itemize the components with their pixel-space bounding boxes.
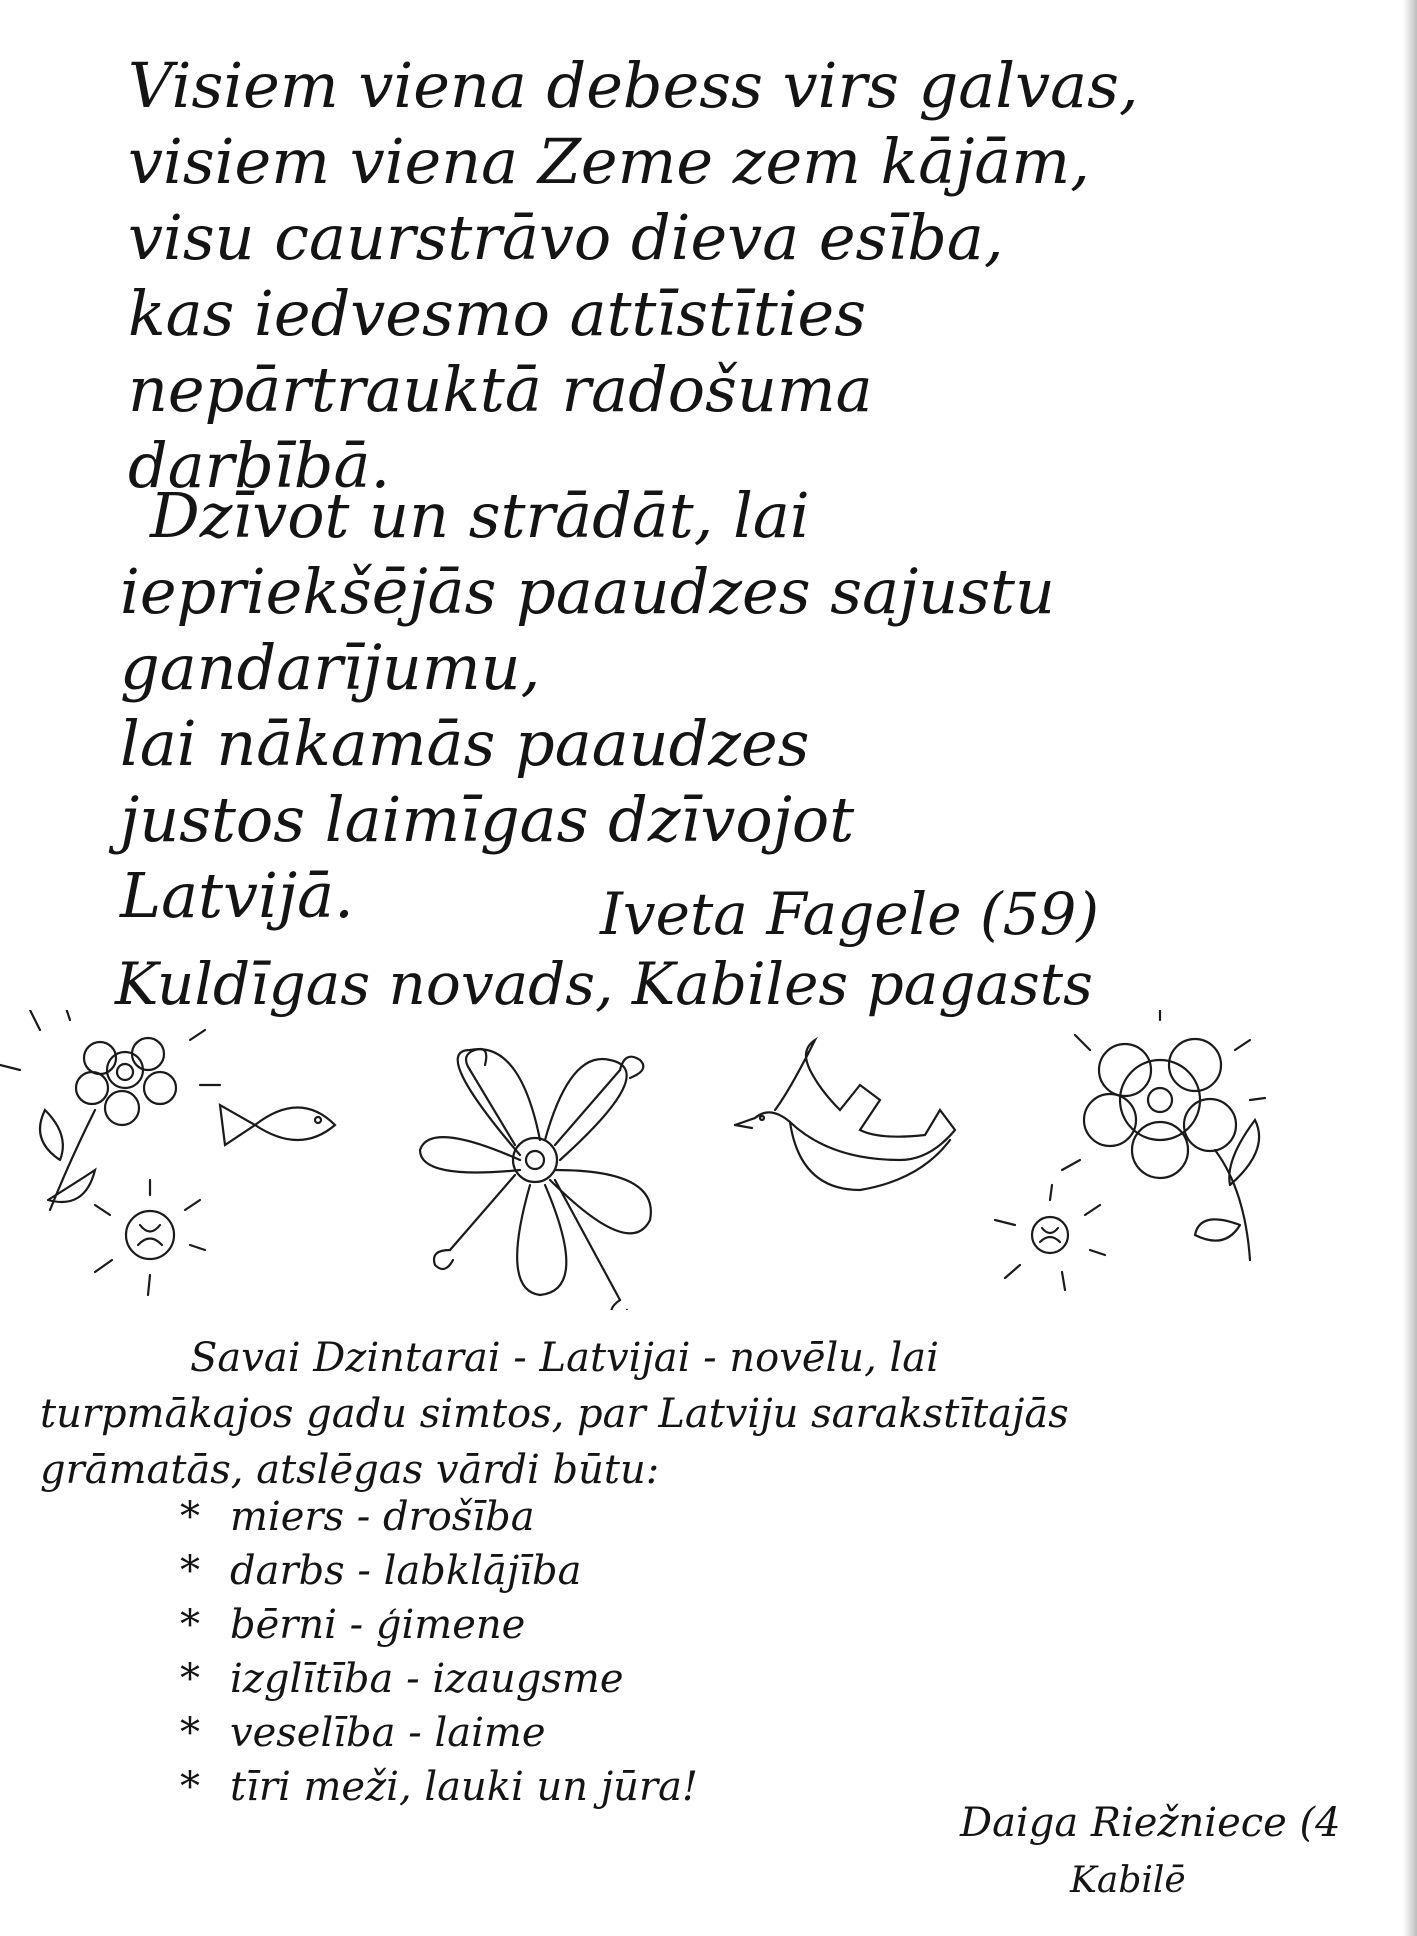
poem-line: nepārtrauktā radošuma	[128, 353, 873, 426]
poem-line: Dzīvot un strādāt, lai	[150, 479, 810, 552]
signature-place-1: Kuldīgas novads, Kabiles pagasts	[115, 950, 1093, 1018]
poem-line: kas iedvesmo attīstīties	[128, 277, 867, 350]
fish-icon	[220, 1105, 335, 1145]
dove-icon	[735, 1040, 955, 1190]
wish-line: turpmākajos gadu simtos, par Latviju sarakstītajās	[40, 1391, 1069, 1437]
flower-icon	[1062, 1010, 1265, 1260]
list-item	[180, 1652, 698, 1706]
poem-line: Visiem viena debess virs galvas,	[128, 49, 1139, 122]
poem-line: visiem viena Zeme zem kājām,	[128, 125, 1090, 198]
page-edge	[1403, 0, 1417, 1936]
list-item-text: veselība - laime	[230, 1710, 546, 1756]
poem-stanza-2	[120, 478, 1055, 934]
wish-paragraph	[40, 1330, 1069, 1498]
bullet: *	[180, 1710, 200, 1756]
poem-line: lai nākamās paaudzes	[120, 707, 810, 780]
bullet: *	[180, 1548, 200, 1594]
wish-line: grāmatās, atslēgas vārdi būtu:	[40, 1447, 660, 1493]
sun-icon	[95, 1180, 205, 1295]
poem-line: iepriekšējās paaudzes sajustu	[120, 555, 1055, 628]
poem-line: justos laimīgas dzīvojot	[120, 783, 855, 856]
list-item-text: bērni - ģimene	[230, 1602, 526, 1648]
list-item-text: izglītība - izaugsme	[230, 1656, 624, 1702]
poem-line: visu caurstrāvo dieva esība,	[128, 201, 1004, 274]
list-item	[180, 1490, 698, 1544]
bullet: *	[180, 1656, 200, 1702]
poem-stanza-1	[128, 48, 1139, 504]
poem-line: gandarījumu,	[120, 631, 541, 704]
clover-flower-icon	[420, 1049, 651, 1310]
wish-line: Savai Dzintarai - Latvijai - novēlu, lai	[190, 1335, 939, 1381]
bullet: *	[180, 1494, 200, 1540]
poem-line: Latvijā.	[120, 859, 354, 932]
wish-list	[180, 1490, 698, 1814]
list-item	[180, 1598, 698, 1652]
sun-icon	[995, 1185, 1105, 1290]
list-item	[180, 1544, 698, 1598]
flower-icon	[0, 1010, 220, 1210]
signature-name-1: Iveta Fagele (59)	[600, 880, 1100, 948]
signature-name-2: Daiga Riežniece (4	[960, 1800, 1341, 1846]
list-item	[180, 1760, 698, 1814]
list-item-text: darbs - labklājība	[230, 1548, 582, 1594]
bullet: *	[180, 1764, 200, 1810]
drawings	[0, 1010, 1417, 1310]
signature-place-2: Kabilē	[1070, 1860, 1186, 1901]
poem-line: darbībā.	[128, 429, 391, 502]
list-item	[180, 1706, 698, 1760]
list-item-text: miers - drošība	[230, 1494, 535, 1540]
bullet: *	[180, 1602, 200, 1648]
list-item-text: tīri meži, lauki un jūra!	[230, 1764, 698, 1810]
